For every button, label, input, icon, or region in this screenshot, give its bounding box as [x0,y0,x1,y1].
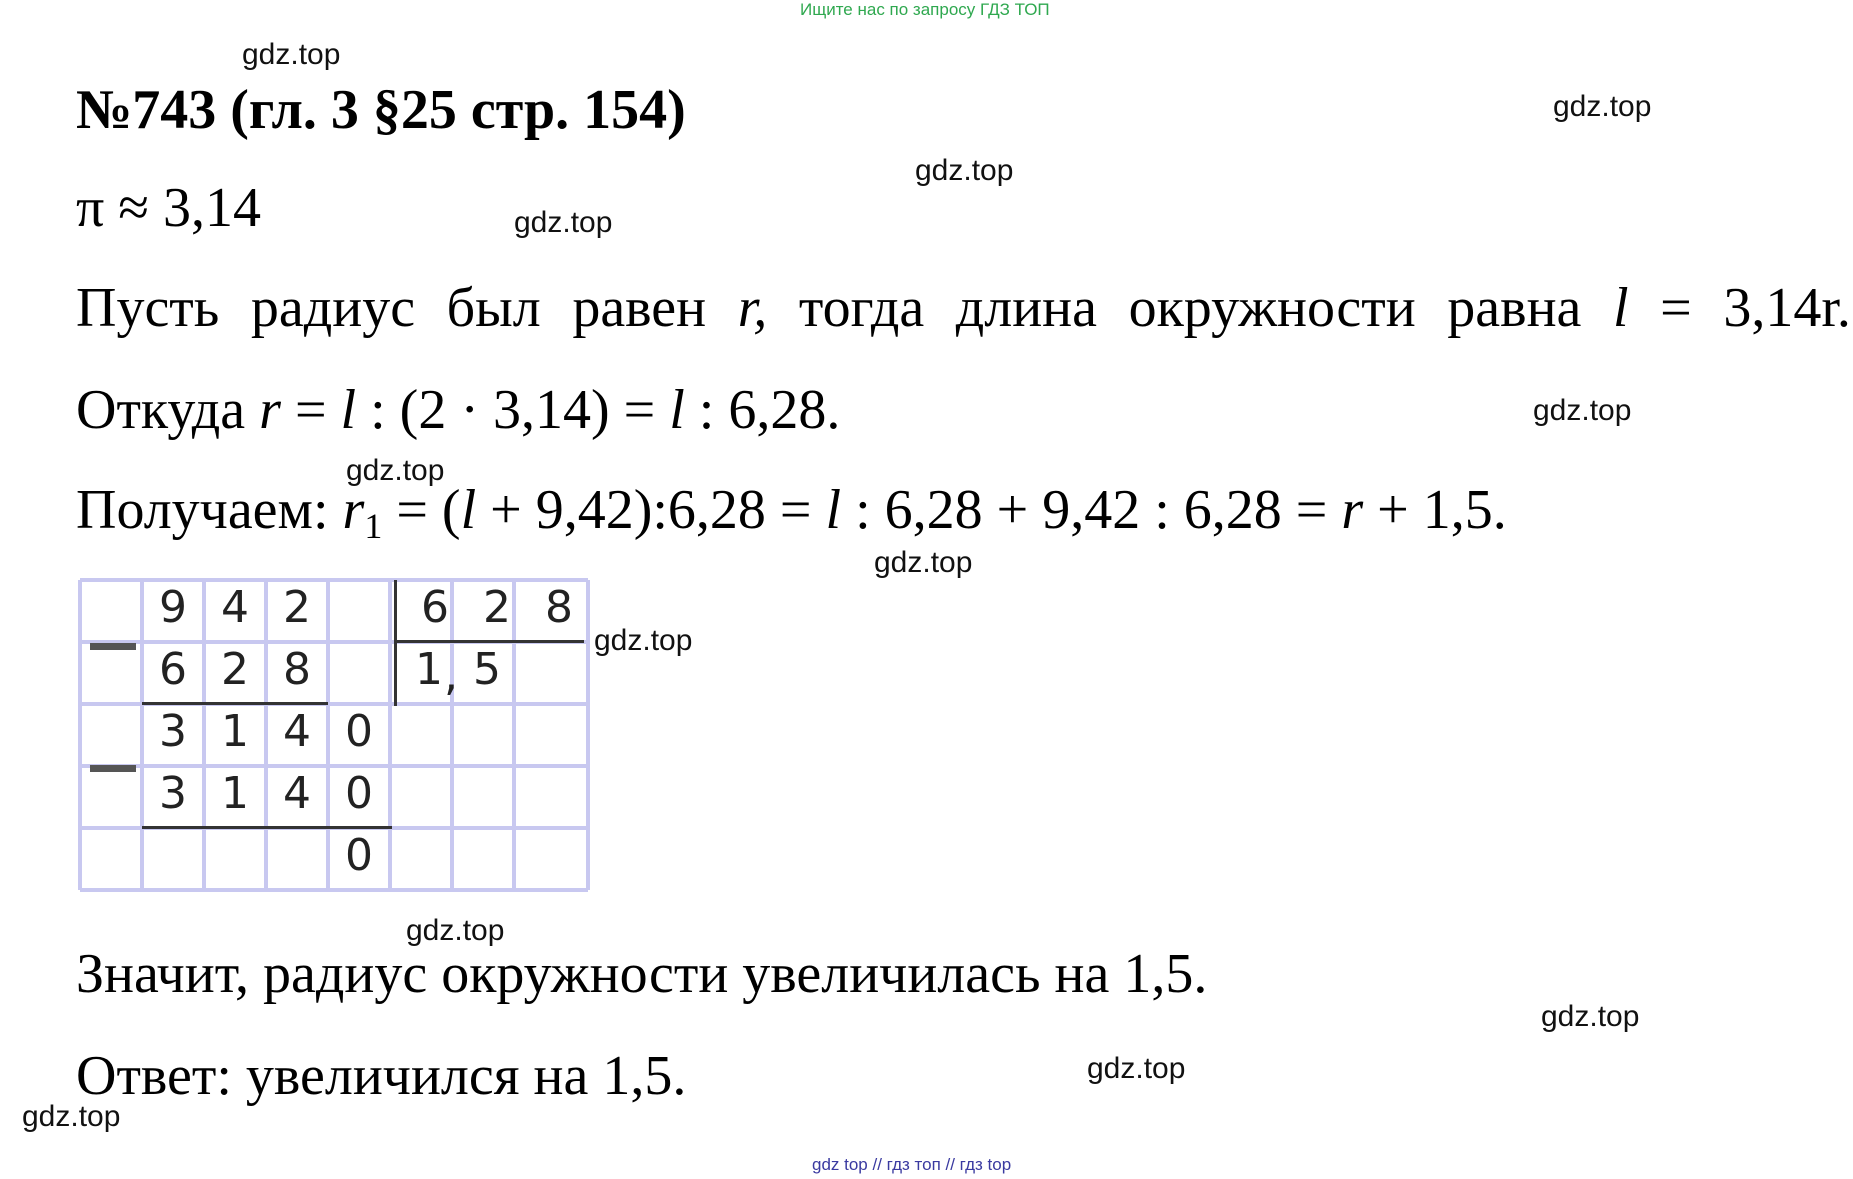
solution-line-1 [76,276,1851,340]
conclusion-text: Значит, радиус окружности увеличилась на 1,5. [76,943,1208,1005]
divisor-digit: 6 [421,582,449,633]
subtraction-line [142,826,392,829]
dividend-digit: 2 [283,582,311,633]
dividend-digit: 4 [221,582,249,633]
var-r: r [342,479,365,541]
top-banner: Ищите нас по запросу ГДЗ ТОП [800,0,1050,19]
text: : 6,28. [684,379,841,441]
watermark-text: gdz.top [1541,1000,1640,1033]
text: : (2 · 3,14) = [356,379,670,441]
watermark-text: gdz.top [514,206,613,239]
text: : 6,28 + 9,42 : 6,28 = [841,479,1342,541]
text: = [280,379,341,441]
word: равен [572,277,707,339]
watermark-text: gdz.top [915,154,1014,187]
word: равна [1447,277,1582,339]
watermark-text: gdz.top [1087,1052,1186,1085]
var-l: l [340,379,357,441]
remainder-digit: 1 [221,706,249,757]
remainder-digit: 4 [283,706,311,757]
var-l: l [825,479,842,541]
quotient-digit: 1 [415,644,443,695]
subscript: 1 [364,506,383,546]
var-l: l [669,379,685,441]
solution-line-3 [76,478,1507,547]
subtrahend-digit: 0 [345,768,373,819]
watermark-text: gdz.top [874,546,973,579]
var-r: r [259,379,281,441]
subtrahend-digit: 8 [283,644,311,695]
text: + 1,5. [1363,479,1507,541]
pi-approximation: π ≈ 3,14 [76,177,262,239]
word: радиус [250,277,416,339]
division-bracket-horizontal [394,640,584,643]
watermark-text: gdz.top [346,454,445,487]
var-r: r [1341,479,1364,541]
word: r, [737,277,768,339]
footer-text: gdz top // гдз топ // гдз top [812,1155,1012,1174]
word: = [1660,277,1692,339]
minus-sign [90,765,136,772]
subtrahend-digit: 6 [159,644,187,695]
quotient-comma: , [444,650,458,701]
text: = ( [382,479,461,541]
subtrahend-digit: 3 [159,768,187,819]
minus-sign [90,643,136,650]
text: Откуда [76,379,260,441]
subtraction-line [142,702,328,705]
word: был [446,277,541,339]
watermark-text: gdz.top [22,1100,121,1133]
word: Пусть [76,277,220,339]
remainder-digit: 3 [159,706,187,757]
answer-text: Ответ: увеличился на 1,5. [76,1045,687,1107]
var-l: l [460,479,477,541]
division-bracket-vertical [394,580,397,706]
quotient-digit: 5 [473,644,501,695]
long-division [76,576,596,896]
text: + 9,42):6,28 = [476,479,826,541]
dividend-digit: 9 [159,582,187,633]
solution-line-2 [76,378,840,442]
subtrahend-digit: 2 [221,644,249,695]
subtrahend-digit: 1 [221,768,249,819]
watermark-text: gdz.top [594,624,693,657]
word: 3,14r. [1723,277,1851,339]
final-remainder: 0 [345,830,373,881]
divisor-digit: 2 [483,582,511,633]
remainder-digit: 0 [345,706,373,757]
watermark-text: gdz.top [406,914,505,947]
watermark-text: gdz.top [242,38,341,71]
word: l [1613,277,1629,339]
watermark-text: gdz.top [1553,90,1652,123]
watermark-text: gdz.top [1533,394,1632,427]
divisor-digit: 8 [545,582,573,633]
word: тогда [798,277,925,339]
text: Получаем: [76,479,343,541]
word: окружности [1128,277,1416,339]
subtrahend-digit: 4 [283,768,311,819]
word: длина [955,277,1097,339]
page-title: №743 (гл. 3 §25 стр. 154) [76,79,686,141]
